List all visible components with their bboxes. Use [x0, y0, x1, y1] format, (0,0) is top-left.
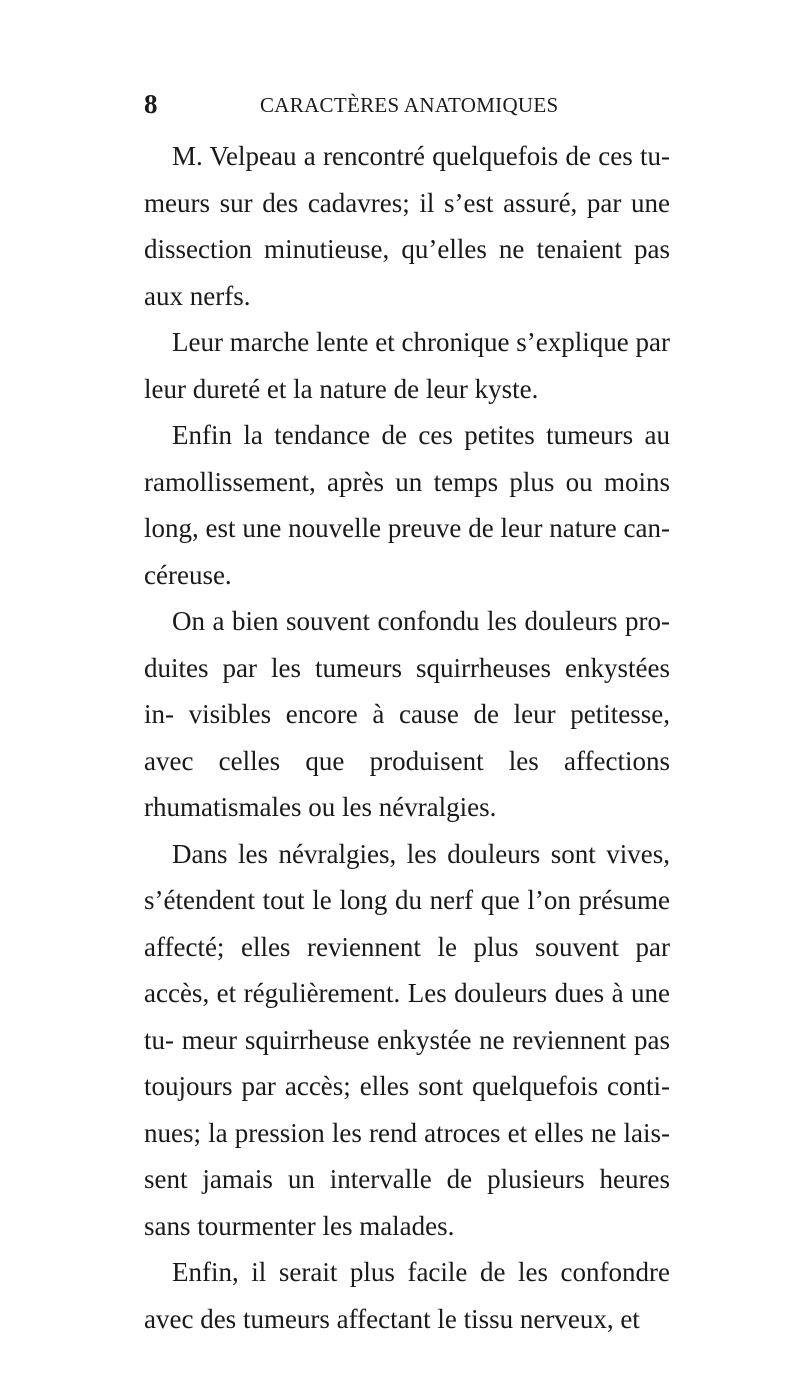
paragraph-douleurs: On a bien souvent confondu les douleurs pro- duites par les tumeurs squirrheuses enkystées in- visibles encore à cause de leur petitesse, avec celles que produisent les affections rhumatismales ou les névralgies.	[144, 606, 670, 822]
paragraph-velpeau: M. Velpeau a rencontré quelquefois de ces tu- meurs sur des cadavres; il s’est assuré, par une dissection minutieuse, qu’elles ne tenaient pas aux nerfs.	[144, 141, 670, 311]
paragraph-nevralgies: Dans les névralgies, les douleurs sont vives, s’étendent tout le long du nerf que l’on présume affecté; elles reviennent le plus souvent par accès, et régulièrement. Les douleurs dues à une tu- meur squirrheuse enkystée ne reviennent pas toujours par accès; elles sont quelquefois conti- nues; la pression les rend atroces et elles ne lais- sent jamais un intervalle de plusieurs heures sans tourmenter les malades.	[144, 838, 670, 1241]
paragraph-enfin-confondre: Enfin, il serait plus facile de les confondre avec des tumeurs affectant le tissu nerveux, et	[144, 1257, 670, 1334]
running-head	[144, 89, 674, 129]
body-text	[144, 133, 670, 1342]
page-number: 8	[144, 89, 158, 119]
paragraph-marche-lente: Leur marche lente et chronique s’explique par leur dureté et la nature de leur kyste.	[144, 327, 670, 404]
running-title: CARACTÈRES ANATOMIQUES	[260, 93, 559, 117]
paragraph-ramollissement: Enfin la tendance de ces petites tumeurs au ramollissement, après un temps plus ou moins long, est une nouvelle preuve de leur nature can- céreuse.	[144, 420, 670, 590]
